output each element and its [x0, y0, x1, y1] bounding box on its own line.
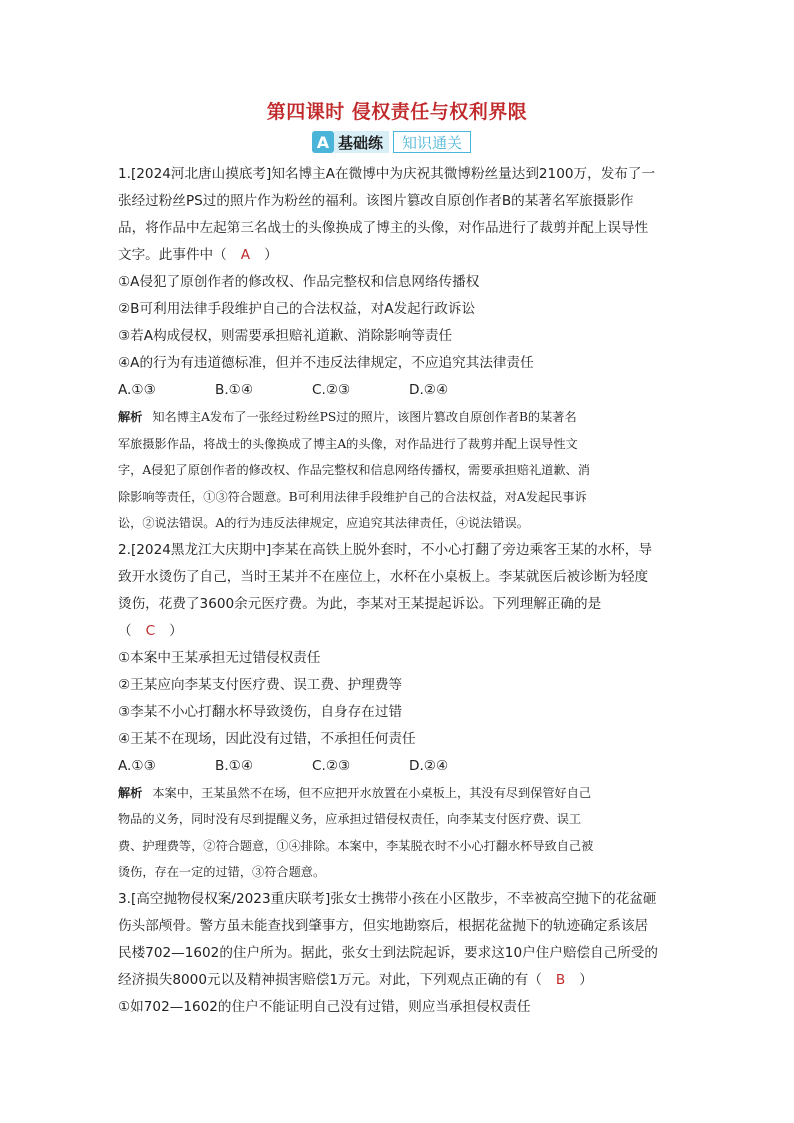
choice-b: B.①④: [215, 757, 254, 774]
explanation-label: 解析: [118, 785, 143, 800]
statement-option: ④A的行为有违道德标准，但并不违反法律规定，不应追究其法律责任: [118, 355, 534, 371]
badge-sub-label: 知识通关: [393, 131, 471, 153]
choice-d: D.②④: [409, 757, 449, 774]
choice-a: A.①③: [118, 382, 156, 398]
question-stem-line: [118, 967, 678, 994]
explanation-label: 解析: [118, 410, 143, 424]
explanation-text: 本案中，王某虽然不在场，但不应把开水放置在小桌板上，其没有尽到保管好自己: [152, 785, 592, 800]
question-stem-line: [118, 242, 678, 269]
question-stem-end: 文字。此事件中（: [118, 247, 227, 263]
choice-a: A.①③: [118, 757, 156, 774]
question-stem-line: 伤头部颅骨。警方虽未能查找到肇事方，但实地勘察后，根据花盆抛下的轨迹确定系该居: [118, 917, 649, 934]
choice-d: D.②④: [409, 382, 449, 398]
choice-c: C.②③: [312, 757, 351, 774]
answer-choices: [118, 753, 678, 780]
question-stem-line: 2.[2024黑龙江大庆期中]李某在高铁上脱外套时，不小心打翻了旁边乘客王某的水杯，导: [118, 541, 652, 558]
paren-close: ）: [169, 622, 183, 639]
statement-option: ①本案中王某承担无过错侵权责任: [118, 649, 321, 666]
explanation-line: [118, 404, 678, 431]
question-stem-line: 张经过粉丝PS过的照片作为粉丝的福利。该图片篡改自原创作者B的某著名军旅摄影作: [118, 193, 634, 209]
answer-letter: A: [240, 247, 251, 263]
questions-area: [118, 161, 678, 1021]
explanation-text: 知名博主A发布了一张经过粉丝PS过的照片，该图片篡改自原创作者B的某著名: [152, 410, 577, 424]
section-badge: [312, 131, 471, 153]
question-1: [118, 161, 678, 537]
explanation-line: 除影响等责任，①③符合题意。B可利用法律手段维护自己的合法权益，对A发起民事诉: [118, 489, 587, 504]
question-stem-line: 1.[2024河北唐山摸底考]知名博主A在微博中为庆祝其微博粉丝量达到2100万，发布了一: [118, 166, 656, 182]
question-2: [118, 537, 678, 886]
explanation-line: 费、护理费等，②符合题意，①④排除。本案中，李某脱衣时不小心打翻水杯导致自己被: [118, 838, 594, 853]
question-stem-end: 经济损失8000元以及精神损害赔偿1万元。对此，下列观点正确的有（: [118, 971, 542, 988]
question-stem-line: 3.[高空抛物侵权案/2023重庆联考]张女士携带小孩在小区散步，不幸被高空抛下的花盆砸: [118, 890, 657, 907]
badge-letter: A: [312, 131, 334, 153]
question-stem-line: [118, 618, 678, 645]
answer-letter: C: [145, 622, 156, 639]
explanation-line: 军旅摄影作品，将战士的头像换成了博主A的头像，对作品进行了裁剪并配上误导性文: [118, 436, 578, 451]
paren-close: ）: [579, 971, 593, 988]
question-stem-line: 致开水烫伤了自己，当时王某并不在座位上，水杯在小桌板上。李某就医后被诊断为轻度: [118, 568, 649, 585]
explanation-line: 字，A侵犯了原创作者的修改权、作品完整权和信息网络传播权，需要承担赔礼道歉、消: [118, 463, 590, 477]
explanation-line: 讼，②说法错误。A的行为违反法律规定，应追究其法律责任，④说法错误。: [118, 516, 529, 530]
statement-option: ②王某应向李某支付医疗费、误工费、护理费等: [118, 676, 403, 693]
explanation-line: 物品的义务，同时没有尽到提醒义务，应承担过错侵权责任，向李某支付医疗费、误工: [118, 812, 582, 826]
paren-close: ）: [264, 247, 278, 263]
statement-option: ①如702—1602的住户不能证明自己没有过错，则应当承担侵权责任: [118, 998, 531, 1015]
answer-choices: [118, 377, 678, 404]
statement-option: ②B可利用法律手段维护自己的合法权益，对A发起行政诉讼: [118, 301, 476, 317]
question-stem-end: （: [118, 622, 132, 639]
question-stem-line: 民楼702—1602的住户所为。据此，张女士到法院起诉，要求这10户住户赔偿自己所受的: [118, 944, 659, 961]
question-stem-line: 品，将作品中左起第三名战士的头像换成了博主的头像，对作品进行了裁剪并配上误导性: [118, 220, 649, 236]
choice-b: B.①④: [215, 382, 254, 398]
explanation-line: 烫伤，存在一定的过错，③符合题意。: [118, 865, 326, 879]
explanation-line: [118, 780, 678, 807]
choice-c: C.②③: [312, 382, 351, 398]
badge-main-label: 基础练: [334, 131, 389, 153]
statement-option: ③若A构成侵权，则需要承担赔礼道歉、消除影响等责任: [118, 328, 453, 344]
statement-option: ③李某不小心打翻水杯导致烫伤，自身存在过错: [118, 703, 403, 720]
statement-option: ④王某不在现场，因此没有过错，不承担任何责任: [118, 730, 416, 747]
question-3: [118, 886, 678, 1021]
answer-letter: B: [555, 971, 566, 988]
statement-option: ①A侵犯了原创作者的修改权、作品完整权和信息网络传播权: [118, 274, 480, 290]
question-stem-line: 烫伤，花费了3600余元医疗费。为此，李某对王某提起诉讼。下列理解正确的是: [118, 595, 602, 612]
page-title: 第四课时 侵权责任与权利界限: [266, 101, 528, 123]
